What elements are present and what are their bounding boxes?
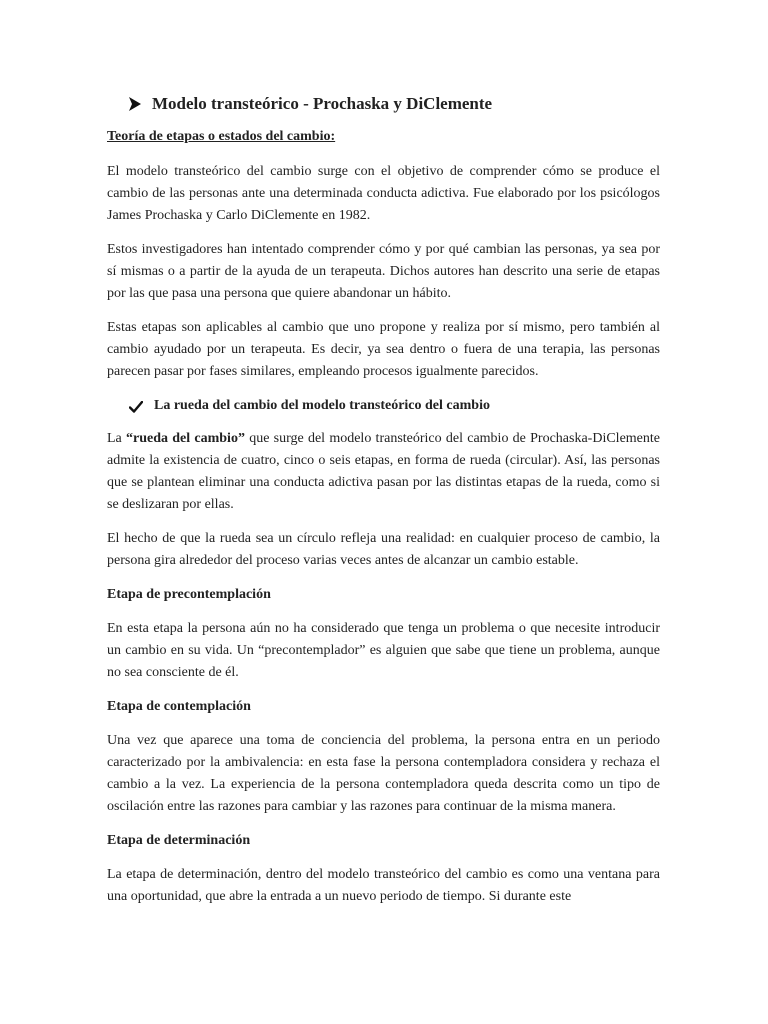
rueda-paragraph	[107, 428, 660, 516]
determination-heading: Etapa de determinación	[107, 833, 251, 848]
intro-paragraph-2: Estos investigadores han intentado comprender cómo y por qué cambian las personas, ya sea por sí mismas o a partir de la ayuda de un terapeuta. Dichos autores han descrito una serie de etapas por las que pasa una persona que quiere abandonar un hábito.	[107, 242, 660, 301]
document-content	[107, 92, 660, 908]
rueda-bold-term: “rueda del cambio”	[126, 431, 245, 446]
rueda-heading: La rueda del cambio del modelo transteórico del cambio	[154, 398, 490, 413]
check-heading-row	[129, 395, 660, 417]
determination-paragraph: La etapa de determinación, dentro del modelo transteórico del cambio es como una ventana para una oportunidad, que abre la entrada a un nuevo periodo de tiempo. Si durante este	[107, 867, 660, 904]
precontemplation-paragraph: En esta etapa la persona aún no ha considerado que tenga un problema o que necesite introducir un cambio en su vida. Un “precontemplador” es alguien que sabe que tiene un problema, aunque no sea consciente de él.	[107, 621, 660, 680]
intro-paragraph-1: El modelo transteórico del cambio surge con el objetivo de comprender cómo se produce el cambio de las personas ante una determinada conducta adictiva. Fue elaborado por los psicólogos James Prochaska y Carlo DiClemente en 1982.	[107, 164, 660, 223]
intro-paragraph-3: Estas etapas son aplicables al cambio que uno propone y realiza por sí mismo, pero también al cambio ayudado por un terapeuta. Es decir, ya sea dentro o fuera de una terapia, las personas parecen pasar por fases similares, empleando procesos igualmente parecidos.	[107, 320, 660, 379]
document-title: Modelo transteórico - Prochaska y DiClemente	[152, 94, 493, 113]
precontemplation-heading: Etapa de precontemplación	[107, 587, 271, 602]
rueda-text-before: La	[107, 431, 127, 446]
contemplation-paragraph: Una vez que aparece una toma de conciencia del problema, la persona entra en un periodo caracterizado por la ambivalencia: en esta fase la persona contempladora considera y rechaza el cambio a la vez. La experiencia de la persona contempladora queda descrita como un tipo de oscilación entre las razones para cambiar y las razones para continuar de la misma manera.	[107, 733, 660, 814]
title-row	[129, 92, 660, 116]
circle-paragraph: El hecho de que la rueda sea un círculo refleja una realidad: en cualquier proceso de cambio, la persona gira alrededor del proceso varias veces antes de alcanzar un cambio estable.	[107, 531, 660, 568]
rueda-text-after: que surge del modelo transteórico del cambio de Prochaska-DiClemente admite la existencia de cuatro, cinco o seis etapas, en forma de rueda (circular). Así, las personas que se plantean eliminar una conducta adictiva pasan por las distintas etapas de la rueda, como si se deslizaran por ellas.	[107, 431, 660, 512]
contemplation-heading: Etapa de contemplación	[107, 699, 251, 714]
section-subtitle: Teoría de etapas o estados del cambio:	[107, 129, 336, 144]
arrow-bullet-icon	[129, 97, 141, 111]
checkmark-icon	[129, 400, 143, 412]
